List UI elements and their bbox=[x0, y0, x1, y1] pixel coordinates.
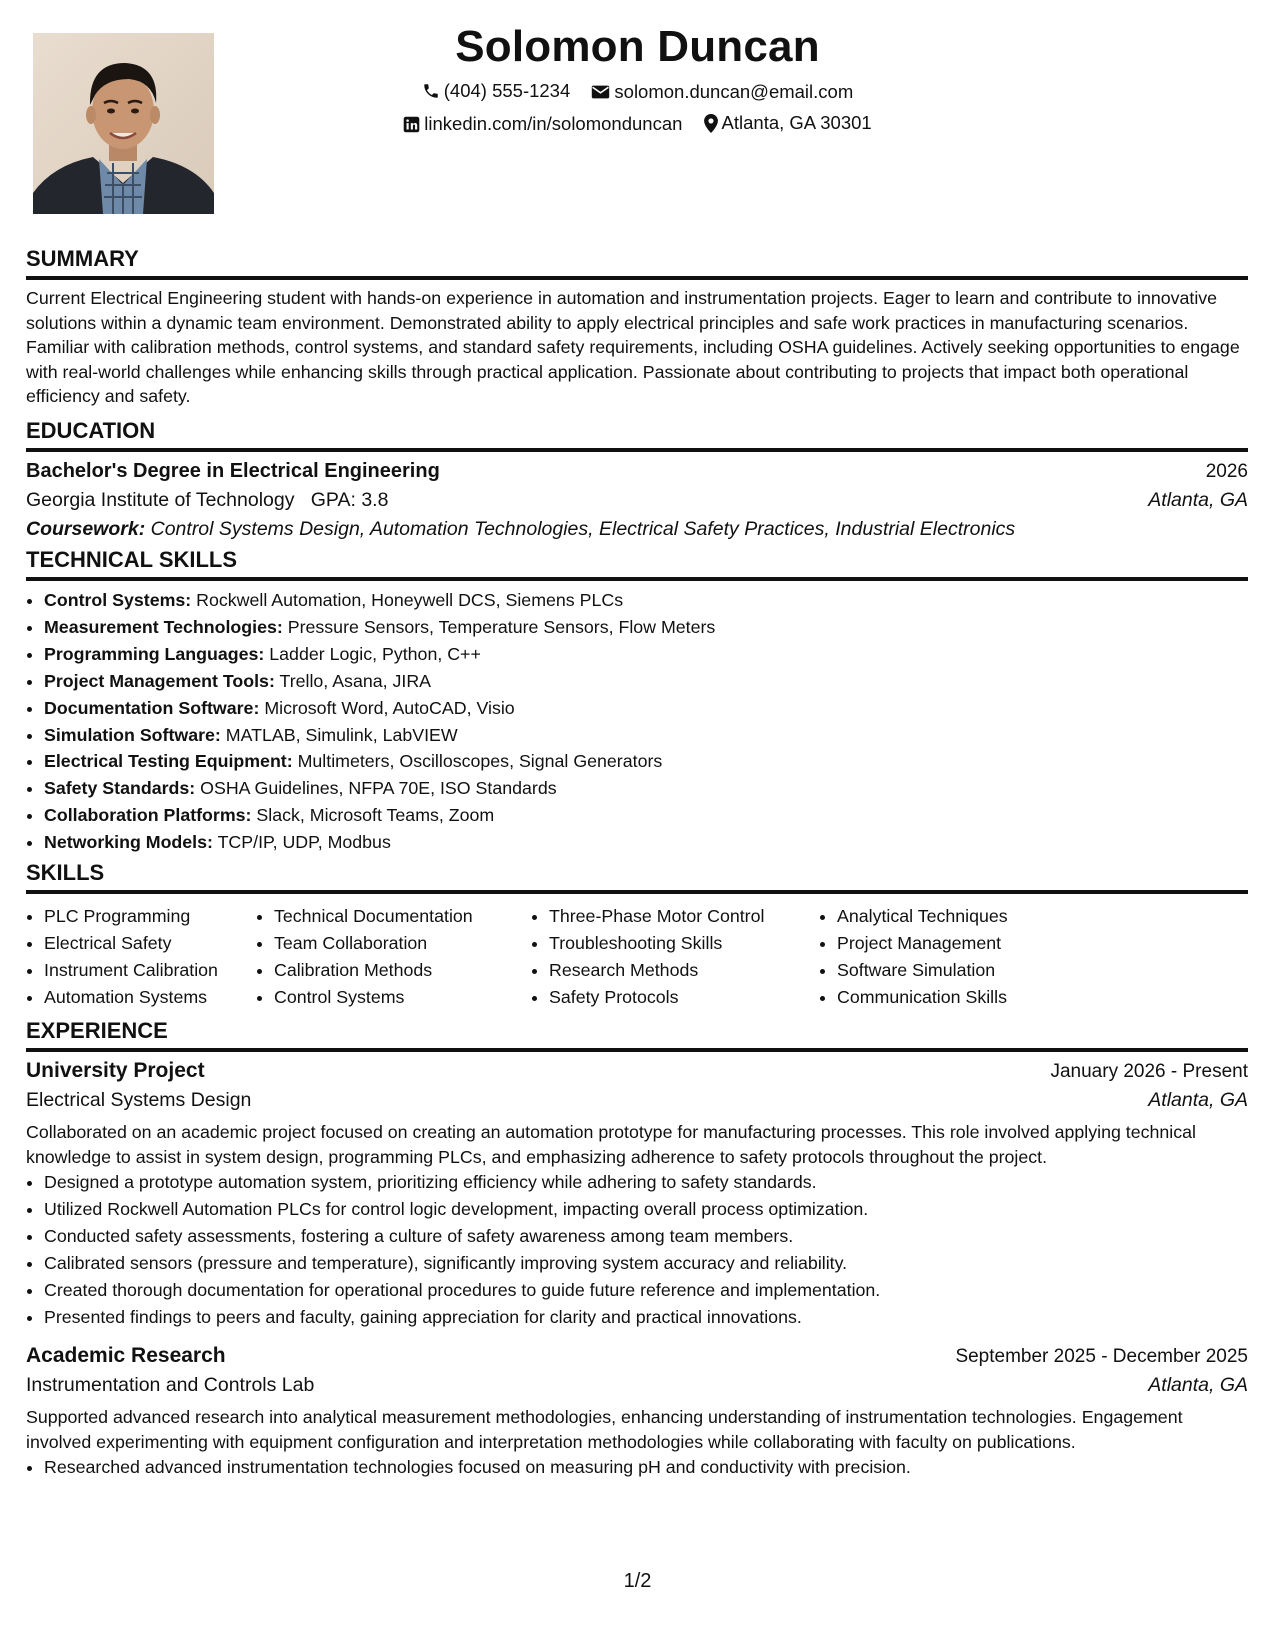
skill-category: Measurement Technologies: bbox=[44, 616, 283, 637]
coursework-line bbox=[26, 518, 1248, 541]
skill-category: Control Systems: bbox=[44, 590, 192, 610]
section-divider bbox=[26, 1048, 1248, 1052]
skill-category: Networking Models: bbox=[44, 832, 213, 853]
job-title: University Project bbox=[26, 1059, 205, 1082]
job-bullet: • Calibrated sensors (pressure and temperature), significantly improving system accuracy and reliability. bbox=[44, 1250, 1248, 1277]
experience-header bbox=[26, 1059, 1248, 1083]
location-contact bbox=[704, 112, 872, 134]
technical-skill-item bbox=[44, 802, 1248, 829]
degree: Bachelor's Degree in Electrical Engineering bbox=[26, 460, 440, 482]
skill-values: Microsoft Word, AutoCAD, Visio bbox=[264, 697, 515, 718]
skill-item: • Communication Skills bbox=[837, 984, 1097, 1011]
coursework-list: Control Systems Design, Automation Technologies, Electrical Safety Practices, Industrial Electronics bbox=[150, 518, 1016, 540]
skill-category: Programming Languages: bbox=[44, 643, 265, 664]
skill-values: Trello, Asana, JIRA bbox=[279, 670, 432, 691]
experience-subheader bbox=[26, 1374, 1248, 1397]
skill-item: • Safety Protocols bbox=[549, 984, 819, 1011]
technical-skills-list bbox=[26, 587, 1248, 856]
skill-item: • Electrical Safety bbox=[44, 930, 256, 957]
skills-column bbox=[256, 903, 531, 1011]
technical-skill-item bbox=[44, 587, 1248, 614]
job-title: Academic Research bbox=[26, 1344, 226, 1368]
skill-values: TCP/IP, UDP, Modbus bbox=[217, 832, 391, 853]
linkedin-text: linkedin.com/in/solomonduncan bbox=[424, 113, 683, 134]
skill-item: • Research Methods bbox=[549, 957, 819, 984]
skill-category: Safety Standards: bbox=[44, 778, 196, 799]
section-divider bbox=[26, 890, 1248, 894]
skill-item: • Technical Documentation bbox=[274, 903, 531, 930]
summary-heading: SUMMARY bbox=[26, 246, 139, 271]
job-bullets bbox=[26, 1169, 1248, 1330]
skills-section bbox=[26, 859, 1248, 1011]
phone-icon bbox=[422, 82, 440, 100]
job-description: Supported advanced research into analytical measurement methodologies, enhancing understanding of instrumentation technologies. Engagement involved experimenting with equipment configuration and interpretation methodologies while collaborating with faculty on publications. bbox=[26, 1407, 1183, 1452]
job-bullet: • Researched advanced instrumentation technologies focused on measuring pH and conductivity with precision. bbox=[44, 1454, 1248, 1481]
summary-section bbox=[26, 245, 1248, 409]
skills-grid bbox=[26, 903, 1248, 1011]
technical-skill-item bbox=[44, 668, 1248, 695]
skills-column bbox=[819, 903, 1097, 1011]
experience-header bbox=[26, 1344, 1248, 1368]
technical-skills-section bbox=[26, 546, 1248, 856]
job-description: Collaborated on an academic project focused on creating an automation prototype for manufacturing processes. This role involved applying technical knowledge to assist in system design, programming PLCs, and emphasizing adherence to safety protocols throughout the project. bbox=[26, 1122, 1196, 1167]
experience-entry bbox=[26, 1059, 1248, 1330]
skills-column bbox=[26, 903, 256, 1011]
job-dates: September 2025 - December 2025 bbox=[955, 1346, 1248, 1368]
skill-category: Collaboration Platforms: bbox=[44, 805, 252, 826]
technical-skill-item bbox=[44, 829, 1248, 856]
skills-column bbox=[531, 903, 819, 1011]
skill-item: • Three-Phase Motor Control bbox=[549, 903, 819, 930]
phone-contact[interactable] bbox=[422, 80, 571, 102]
section-divider bbox=[26, 448, 1248, 452]
email-text: solomon.duncan@email.com bbox=[614, 81, 854, 102]
map-pin-icon bbox=[704, 114, 718, 133]
skill-item: • Automation Systems bbox=[44, 984, 256, 1011]
job-bullet: • Designed a prototype automation system, prioritizing efficiency while adhering to safety standards. bbox=[44, 1169, 1248, 1196]
experience-entry bbox=[26, 1344, 1248, 1481]
skill-values: MATLAB, Simulink, LabVIEW bbox=[225, 724, 458, 745]
technical-skill-item bbox=[44, 722, 1248, 749]
skill-item: • Analytical Techniques bbox=[837, 903, 1097, 930]
education-heading: EDUCATION bbox=[26, 418, 156, 443]
linkedin-icon bbox=[403, 116, 420, 133]
education-location: Atlanta, GA bbox=[1148, 489, 1248, 511]
skill-item: • Team Collaboration bbox=[274, 930, 531, 957]
skill-values: Slack, Microsoft Teams, Zoom bbox=[256, 805, 495, 826]
envelope-icon bbox=[591, 84, 610, 100]
education-row-2 bbox=[26, 489, 1248, 512]
experience-heading: EXPERIENCE bbox=[26, 1018, 168, 1043]
section-divider bbox=[26, 577, 1248, 581]
contact-line-1 bbox=[0, 80, 1275, 105]
contact-line-2 bbox=[0, 112, 1275, 138]
page-number: 1/2 bbox=[623, 1570, 652, 1592]
section-divider bbox=[26, 276, 1248, 280]
experience-section bbox=[26, 1017, 1248, 1481]
job-bullet: • Conducted safety assessments, fostering a culture of safety awareness among team members. bbox=[44, 1223, 1248, 1250]
job-location: Atlanta, GA bbox=[1148, 1089, 1248, 1111]
linkedin-contact[interactable] bbox=[403, 113, 682, 135]
technical-skill-item bbox=[44, 614, 1248, 641]
candidate-name: Solomon Duncan bbox=[455, 22, 820, 71]
technical-skill-item bbox=[44, 748, 1248, 775]
skills-heading: SKILLS bbox=[26, 860, 105, 885]
job-bullet: • Created thorough documentation for operational procedures to guide future reference and implementation. bbox=[44, 1277, 1248, 1304]
school-name: Georgia Institute of Technology bbox=[26, 489, 295, 511]
job-bullet: • Utilized Rockwell Automation PLCs for control logic development, impacting overall process optimization. bbox=[44, 1196, 1248, 1223]
job-bullet: • Presented findings to peers and faculty, gaining appreciation for clarity and practical innovations. bbox=[44, 1304, 1248, 1331]
graduation-year: 2026 bbox=[1205, 461, 1248, 482]
school-line bbox=[26, 489, 388, 512]
skill-category: Simulation Software: bbox=[44, 724, 221, 745]
job-subtitle: Electrical Systems Design bbox=[26, 1089, 252, 1111]
technical-skill-item bbox=[44, 641, 1248, 668]
skill-item: • Instrument Calibration bbox=[44, 957, 256, 984]
skill-item: • Software Simulation bbox=[837, 957, 1097, 984]
email-contact[interactable] bbox=[591, 81, 853, 103]
skill-values: OSHA Guidelines, NFPA 70E, ISO Standards bbox=[200, 778, 557, 799]
skill-item: • Project Management bbox=[837, 930, 1097, 957]
technical-skill-item bbox=[44, 775, 1248, 802]
skill-item: • Control Systems bbox=[274, 984, 531, 1011]
skill-category: Electrical Testing Equipment: bbox=[44, 751, 293, 772]
technical-skills-heading: TECHNICAL SKILLS bbox=[26, 547, 238, 572]
skill-item: • PLC Programming bbox=[44, 903, 256, 930]
skill-category: Documentation Software: bbox=[44, 697, 260, 718]
education-section bbox=[26, 417, 1248, 541]
skill-values: Multimeters, Oscilloscopes, Signal Generators bbox=[297, 751, 663, 772]
job-dates: January 2026 - Present bbox=[1050, 1061, 1248, 1082]
education-row-1 bbox=[26, 460, 1248, 483]
skill-category: Project Management Tools: bbox=[44, 670, 275, 691]
skill-values: Ladder Logic, Python, C++ bbox=[269, 643, 481, 664]
skill-values: Rockwell Automation, Honeywell DCS, Siemens PLCs bbox=[196, 590, 624, 610]
job-location: Atlanta, GA bbox=[1148, 1374, 1248, 1397]
coursework-label: Coursework: bbox=[26, 518, 146, 540]
experience-subheader bbox=[26, 1089, 1248, 1112]
phone-text: (404) 555-1234 bbox=[443, 80, 571, 101]
gpa: GPA: 3.8 bbox=[310, 489, 389, 511]
skill-item: • Calibration Methods bbox=[274, 957, 531, 984]
technical-skill-item bbox=[44, 695, 1248, 722]
location-text: Atlanta, GA 30301 bbox=[721, 112, 872, 133]
skill-values: Pressure Sensors, Temperature Sensors, Flow Meters bbox=[287, 616, 716, 637]
job-subtitle: Instrumentation and Controls Lab bbox=[26, 1374, 315, 1397]
experience-list bbox=[26, 1059, 1248, 1481]
summary-text: Current Electrical Engineering student with hands-on experience in automation and instrumentation projects. Eager to learn and contribute to innovative solutions within a dynamic team environment. Demonstrated ability to apply electrical principles and safe work practices in manufacturing scenarios. Familiar with calibration methods, control systems, and standard safety requirements, including OSHA guidelines. Actively seeking opportunities to engage with real-world challenges while enhancing skills through practical application. Passionate about contributing to projects that impact both operational efficiency and safety. bbox=[26, 288, 1240, 407]
skill-item: • Troubleshooting Skills bbox=[549, 930, 819, 957]
job-bullets bbox=[26, 1454, 1248, 1481]
